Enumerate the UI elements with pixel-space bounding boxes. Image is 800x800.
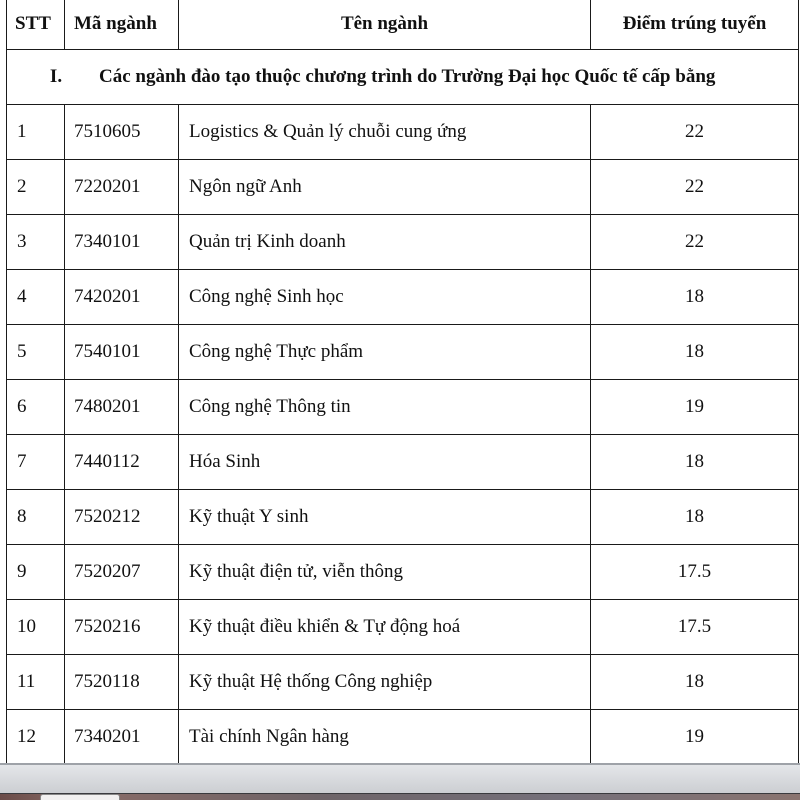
row-major-name: Kỹ thuật điều khiển & Tự động hoá bbox=[179, 600, 591, 655]
window-bottom-bar bbox=[0, 763, 800, 793]
row-admission-score: 22 bbox=[591, 215, 799, 270]
header-major-code: Mã ngành bbox=[65, 0, 179, 50]
table-row bbox=[7, 325, 799, 380]
row-stt: 4 bbox=[7, 270, 65, 325]
row-major-code: 7420201 bbox=[65, 270, 179, 325]
row-major-name: Kỹ thuật Y sinh bbox=[179, 490, 591, 545]
row-admission-score: 18 bbox=[591, 325, 799, 380]
table-row bbox=[7, 490, 799, 545]
row-stt: 8 bbox=[7, 490, 65, 545]
table-row bbox=[7, 105, 799, 160]
admissions-table-container bbox=[6, 0, 798, 765]
section-number: I. bbox=[49, 66, 63, 87]
table-row bbox=[7, 160, 799, 215]
row-admission-score: 22 bbox=[591, 105, 799, 160]
table-row bbox=[7, 600, 799, 655]
row-major-name: Kỹ thuật điện tử, viễn thông bbox=[179, 545, 591, 600]
row-stt: 6 bbox=[7, 380, 65, 435]
row-major-code: 7480201 bbox=[65, 380, 179, 435]
table-row bbox=[7, 215, 799, 270]
section-cell bbox=[7, 50, 799, 105]
table-row bbox=[7, 545, 799, 600]
row-major-code: 7220201 bbox=[65, 160, 179, 215]
row-stt: 12 bbox=[7, 710, 65, 765]
admissions-score-table bbox=[6, 0, 799, 765]
table-row bbox=[7, 270, 799, 325]
row-admission-score: 18 bbox=[591, 435, 799, 490]
row-major-name: Công nghệ Thông tin bbox=[179, 380, 591, 435]
header-stt: STT bbox=[7, 0, 65, 50]
table-header-row bbox=[7, 0, 799, 50]
row-admission-score: 19 bbox=[591, 710, 799, 765]
row-major-code: 7520207 bbox=[65, 545, 179, 600]
header-major-name: Tên ngành bbox=[179, 0, 591, 50]
row-stt: 5 bbox=[7, 325, 65, 380]
row-stt: 11 bbox=[7, 655, 65, 710]
row-major-code: 7520118 bbox=[65, 655, 179, 710]
row-admission-score: 18 bbox=[591, 490, 799, 545]
row-admission-score: 18 bbox=[591, 270, 799, 325]
row-admission-score: 19 bbox=[591, 380, 799, 435]
taskbar-tab[interactable] bbox=[40, 794, 120, 800]
row-stt: 9 bbox=[7, 545, 65, 600]
row-stt: 2 bbox=[7, 160, 65, 215]
header-admission-score: Điểm trúng tuyển bbox=[591, 0, 799, 50]
row-major-code: 7510605 bbox=[65, 105, 179, 160]
row-major-code: 7540101 bbox=[65, 325, 179, 380]
table-row bbox=[7, 380, 799, 435]
table-row bbox=[7, 710, 799, 765]
row-admission-score: 17.5 bbox=[591, 545, 799, 600]
row-admission-score: 18 bbox=[591, 655, 799, 710]
row-major-name: Logistics & Quản lý chuỗi cung ứng bbox=[179, 105, 591, 160]
row-admission-score: 22 bbox=[591, 160, 799, 215]
row-stt: 7 bbox=[7, 435, 65, 490]
row-stt: 10 bbox=[7, 600, 65, 655]
row-major-name: Kỹ thuật Hệ thống Công nghiệp bbox=[179, 655, 591, 710]
row-major-code: 7440112 bbox=[65, 435, 179, 490]
row-major-name: Công nghệ Sinh học bbox=[179, 270, 591, 325]
table-row bbox=[7, 435, 799, 490]
row-major-name: Tài chính Ngân hàng bbox=[179, 710, 591, 765]
row-major-name: Công nghệ Thực phẩm bbox=[179, 325, 591, 380]
row-major-name: Quản trị Kinh doanh bbox=[179, 215, 591, 270]
row-stt: 3 bbox=[7, 215, 65, 270]
row-major-code: 7520212 bbox=[65, 490, 179, 545]
table-row bbox=[7, 655, 799, 710]
row-major-name: Hóa Sinh bbox=[179, 435, 591, 490]
row-major-code: 7340201 bbox=[65, 710, 179, 765]
row-major-code: 7340101 bbox=[65, 215, 179, 270]
row-admission-score: 17.5 bbox=[591, 600, 799, 655]
row-major-name: Ngôn ngữ Anh bbox=[179, 160, 591, 215]
section-title: Các ngành đào tạo thuộc chương trình do Trường Đại học Quốc tế cấp bằng bbox=[99, 66, 716, 87]
section-row bbox=[7, 50, 799, 105]
row-stt: 1 bbox=[7, 105, 65, 160]
row-major-code: 7520216 bbox=[65, 600, 179, 655]
